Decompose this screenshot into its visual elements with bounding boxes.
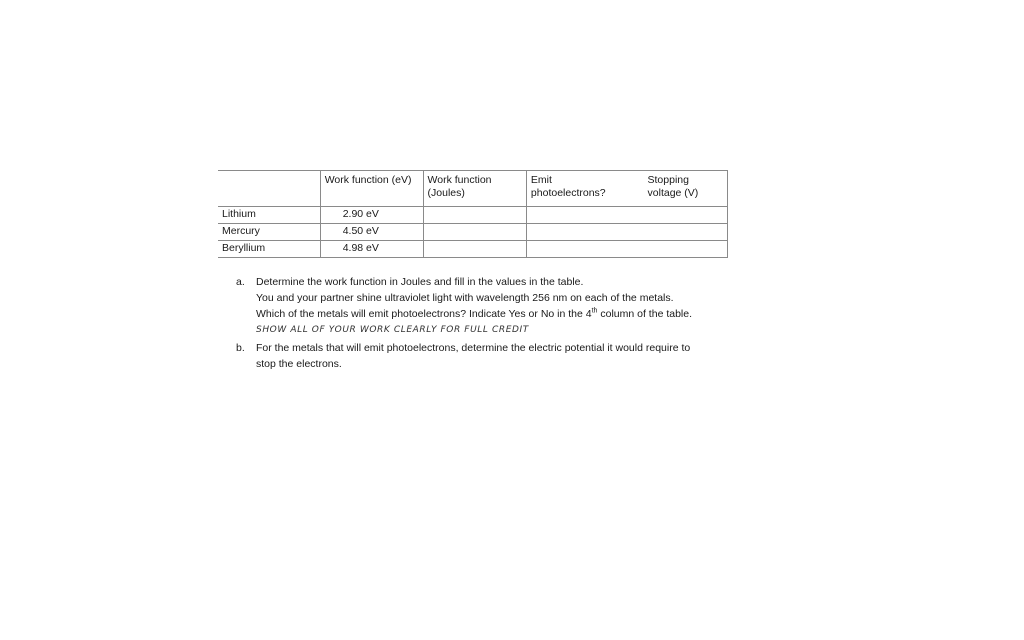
emit-cell[interactable]: [526, 207, 633, 224]
header-label-line2: (Joules): [427, 187, 465, 199]
question-text: stop the electrons.: [256, 358, 342, 370]
question-text-part: Which of the metals will emit photoelectrons? Indicate Yes or No in the 4: [256, 308, 592, 320]
work-function-ev-cell: 2.90 eV: [320, 207, 423, 224]
question-list: [236, 274, 736, 372]
header-label-line1: Emit: [530, 174, 552, 186]
metal-name-cell: Beryllium: [218, 241, 320, 258]
stopping-voltage-cell[interactable]: [634, 241, 728, 258]
work-function-ev-cell: 4.50 eV: [320, 224, 423, 241]
table-row: [218, 207, 728, 224]
question-a: [236, 274, 736, 338]
header-stopping-voltage: [634, 171, 728, 207]
question-b: [236, 340, 736, 372]
question-letter: b.: [236, 342, 245, 354]
question-text-part: column of the table.: [597, 308, 693, 320]
work-function-table: [218, 170, 728, 258]
table-header-row: [218, 171, 728, 207]
header-label-line2: voltage (V): [647, 187, 699, 199]
question-text: Determine the work function in Joules and fill in the values in the table.: [256, 276, 584, 288]
header-label: Work function (eV): [324, 174, 412, 186]
work-function-joules-cell[interactable]: [423, 207, 526, 224]
stopping-voltage-cell[interactable]: [634, 224, 728, 241]
ordinal-superscript: th: [591, 307, 598, 315]
work-function-ev-cell: 4.98 eV: [320, 241, 423, 258]
header-work-function-joules: [423, 171, 526, 207]
emit-cell[interactable]: [526, 224, 633, 241]
question-text: You and your partner shine ultraviolet light with wavelength 256 nm on each of the metals.: [256, 292, 674, 304]
table-row: [218, 224, 728, 241]
metal-name-cell: Lithium: [218, 207, 320, 224]
stopping-voltage-cell[interactable]: [634, 207, 728, 224]
header-emit-photoelectrons: [526, 171, 633, 207]
metal-name-cell: Mercury: [218, 224, 320, 241]
question-text: [256, 306, 736, 322]
question-letter: a.: [236, 276, 245, 288]
header-label-line1: Stopping: [647, 174, 689, 186]
header-label-line2: photoelectrons?: [530, 187, 606, 199]
emit-cell[interactable]: [526, 241, 633, 258]
work-function-joules-cell[interactable]: [423, 224, 526, 241]
header-metal-cell: [218, 171, 320, 207]
header-label-line1: Work function: [427, 174, 492, 186]
question-text: For the metals that will emit photoelectrons, determine the electric potential it would require to: [256, 342, 691, 354]
handwritten-instruction: SHOW ALL OF YOUR WORK CLEARLY FOR FULL CREDIT: [256, 325, 529, 335]
table-row: [218, 241, 728, 258]
work-function-joules-cell[interactable]: [423, 241, 526, 258]
header-work-function-ev: [320, 171, 423, 207]
